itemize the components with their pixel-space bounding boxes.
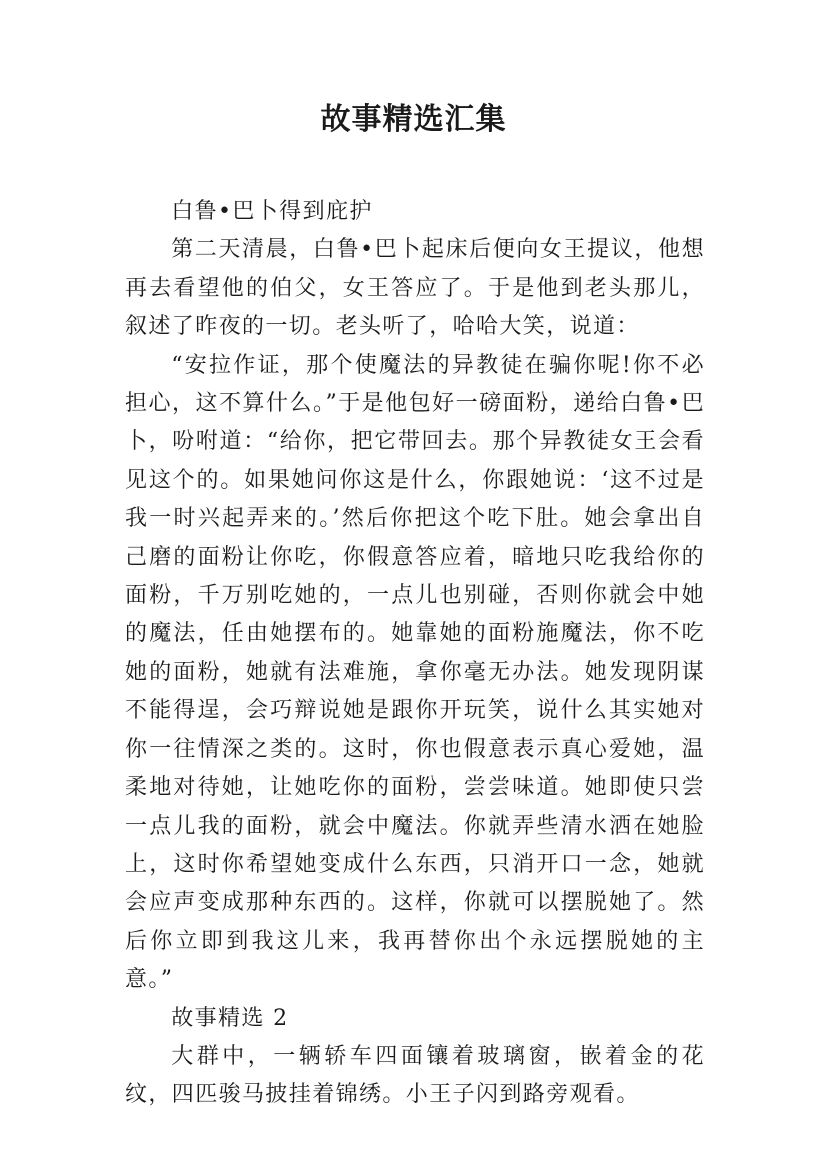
section-heading-paragraph: 故事精选 2 bbox=[171, 1005, 289, 1031]
story-heading-paragraph: 白鲁•巴卜得到庇护 bbox=[171, 199, 373, 224]
document-title: 故事精选汇集 bbox=[320, 102, 507, 137]
dialogue-paragraph: “安拉作证，那个使魔法的异教徒在骗你呢!你不必担心，这不算什么。”于是他包好一磅面粉，递给白鲁•巴卜，吩咐道：“给你，把它带回去。那个异教徒女王会看见这个的。如果她问你这是什么，你跟她说：‘这不过是我一时兴起弄来的。’然后你把这个吃下肚。她会拿出自己磨的面粉让你吃，你假意答应着，暗地只吃我给你的面粉，千万别吃她的，一点儿也别碰，否则你就会中她的魔法，任由她摆布的。她靠她的面粉施魔法，你不吃她的面粉，她就有法难施，拿你毫无办法。她发现阴谋不能得逞，会巧辩说她是跟你开玩笑，说什么其实她对你一往情深之类的。这时，你也假意表示真心爱她，温柔地对待她，让她吃你的面粉，尝尝味道。她即使只尝一点儿我的面粉，就会中魔法。你就弄些清水洒在她脸上，这时你希望她变成什么东西，只消开口一念，她就会应声变成那种东西的。这样，你就可以摆脱她了。然后你立即到我这儿来，我再替你出个永远摆脱她的主意。” bbox=[125, 352, 705, 993]
closing-paragraph: 大群中，一辆轿车四面镶着玻璃窗，嵌着金的花纹，四匹骏马披挂着锦绣。小王子闪到路旁观看。 bbox=[125, 1043, 705, 1108]
narrative-paragraph: 第二天清晨，白鲁•巴卜起床后便向女王提议，他想再去看望他的伯父，女王答应了。于是他到老头那儿，叙述了昨夜的一切。老头听了，哈哈大笑，说道： bbox=[125, 237, 705, 340]
document-body bbox=[125, 193, 705, 1115]
